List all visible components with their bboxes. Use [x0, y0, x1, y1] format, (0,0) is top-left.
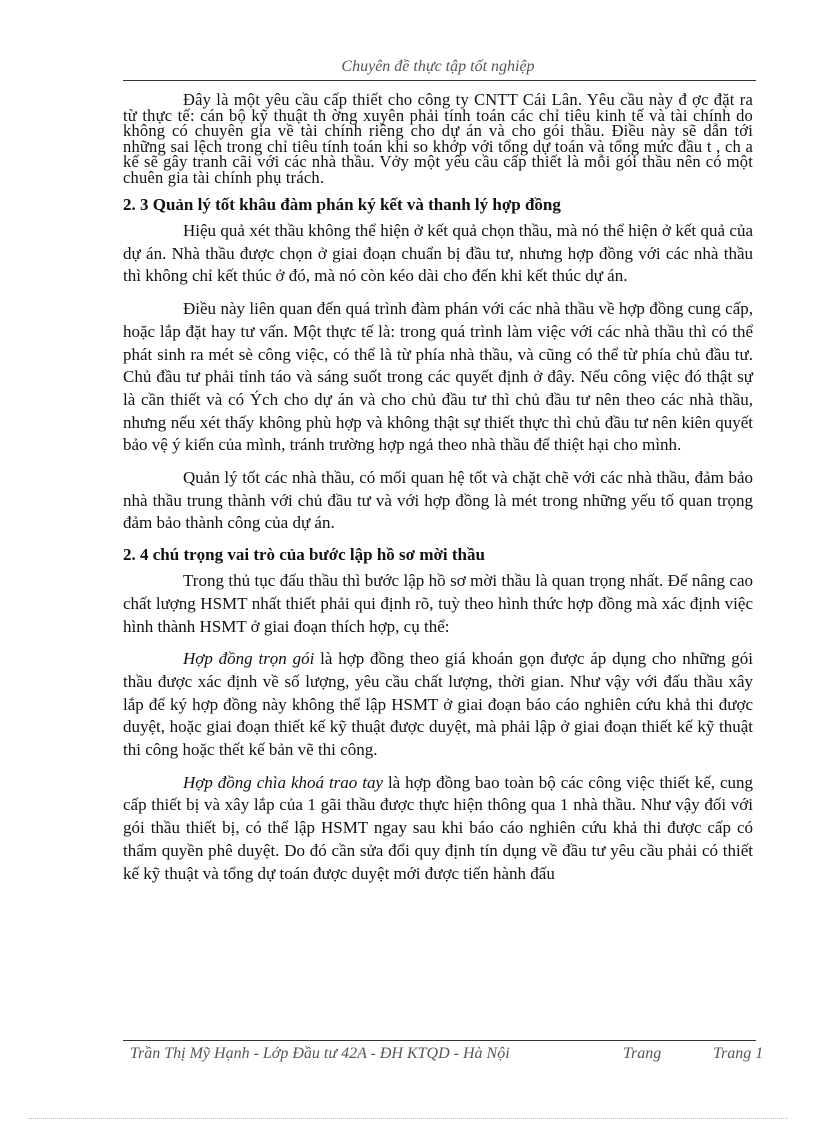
- page-header: Chuyên đề thực tập tốt nghiệp: [341, 58, 535, 75]
- page-bottom-edge: [28, 1118, 788, 1119]
- intro-paragraph: Đây là một yêu cầu cấp thiết cho công ty CNTT Cái Lân. Yêu cầu này đ ợc đặt ra từ thực tế: cán bộ kỹ thuật th ờng xuyên phải tính toán các chỉ tiêu kinh tế và tài chính do không có chuyên gia về tài chính riêng cho dự án và cho gói thầu. Điều này sẽ dẫn tới những sai lệch trong chỉ tiêu tính toán khi so khớp với tổng dự toán và tổng mức đầu t , ch a kể sẽ gây tranh cãi với các nhà thầu. Vởy một yêu cầu cấp thiết là mỗi gói thầu nên có một chuên gia tài chính phụ trách.: [123, 90, 753, 187]
- section-2-4-paragraph-2: [123, 648, 753, 762]
- section-2-3-paragraph-1: Hiệu quả xét thầu không thể hiện ở kết quả chọn thầu, mà nó thể hiện ở kết quả của dự án. Nhà thầu được chọn ở giai đoạn chuẩn bị đầu tư, nhưng hợp đồng với các nhà thầu thì không chỉ kết thúc ở đó, mà nó còn kéo dài cho đến khi kết thúc dự án.: [123, 221, 753, 286]
- section-2-3-paragraph-3: Quản lý tốt các nhà thầu, có mối quan hệ tốt và chặt chẽ với các nhà thầu, đảm bảo nhà thầu trung thành với chủ đầu tư và với hợp đồng là mét trong những yếu tố quan trọng đảm bảo thành công của dự án.: [123, 468, 753, 533]
- footer-page-number: Trang 1: [713, 1045, 764, 1062]
- footer-trang-label: Trang: [623, 1045, 662, 1062]
- footer-divider: [123, 1040, 756, 1041]
- term-hop-dong-chia-khoa: Hợp đồng chìa khoá trao tay: [183, 772, 384, 792]
- header-divider: [123, 80, 756, 81]
- footer-author: Trần Thị Mỹ Hạnh - Lớp Đầu tư 42A - ĐH KTQD - Hà Nội: [130, 1045, 510, 1062]
- term-hop-dong-tron-goi: Hợp đồng trọn gói: [183, 649, 315, 669]
- section-2-3-paragraph-2: Điều này liên quan đến quá trình đàm phán với các nhà thầu về hợp đồng cung cấp, hoặc lắp đặt hay tư vấn. Một thực tế là: trong quá trình làm việc với các nhà thầu thì có thể phát sinh ra mét sè công việc, có thể là từ phía nhà thầu, và cũng có thể từ phía chủ đầu tư. Chủ đầu tư phải tỉnh táo và sáng suốt trong các quyết định ở đây. Nếu công việc đó thật sự là cần thiết và có Ých cho dự án và cho chủ đầu tư thì chủ đầu tư nên theo các nhà thầu, nhưng nếu xét thấy không phù hợp và không thật sự thiết thực thì chủ đầu tư nên kiên quyết bảo vệ ý kiến của mình, tránh trường hợp ngả theo nhà thầu để thiệt hại cho mình.: [123, 299, 753, 455]
- section-2-4-paragraph-1: Trong thủ tục đấu thầu thì bước lập hồ sơ mời thầu là quan trọng nhất. Để nâng cao chất lượng HSMT nhất thiết phải qui định rõ, tuỳ theo hình thức hợp đồng mà xác định việc hình thành HSMT ở giai đoạn thích hợp, cụ thể:: [123, 571, 753, 636]
- section-heading-2-4: 2. 4 chú trọng vai trò của bước lập hồ sơ mời thầu: [123, 545, 485, 565]
- section-heading-2-3: 2. 3 Quản lý tốt khâu đàm phán ký kết và thanh lý hợp đồng: [123, 195, 561, 214]
- paragraph-text: là hợp đồng theo giá khoán gọn được áp dụng cho những gói thầu được xác định về số lượng, yêu cầu chất lượng, thời gian. Như vậy với đấu thầu xây lắp để ký hợp đồng này không thể lập HSMT ở giai đoạn báo cáo nghiên cứu khả thi được duyệt, hoặc giai đoạn thiết kế kỹ thuật được duyệt, mà phải lập ở giai đoạn thiết kế kỹ thuật thi công hoặc thết kế bản vẽ thi công.: [123, 649, 753, 760]
- document-body: [123, 92, 753, 885]
- paragraph-text: là hợp đồng bao toàn bộ các công việc thiết kế, cung cấp thiết bị và xây lắp của 1 gãi thầu được thực hiện thông qua 1 nhà thầu. Như vậy đối với gói thầu thiết bị, có thể lập HSMT ngay sau khi báo cáo nghiên cứu khả thi được cấp có thẩm quyền phê duyệt. Do đó cần sửa đổi quy định tín dụng về đầu tư yêu cầu phải có thiết kế kỹ thuật và tổng dự toán được duyệt mới được tiến hành đấu: [123, 772, 753, 883]
- section-2-4-paragraph-3: [123, 772, 753, 886]
